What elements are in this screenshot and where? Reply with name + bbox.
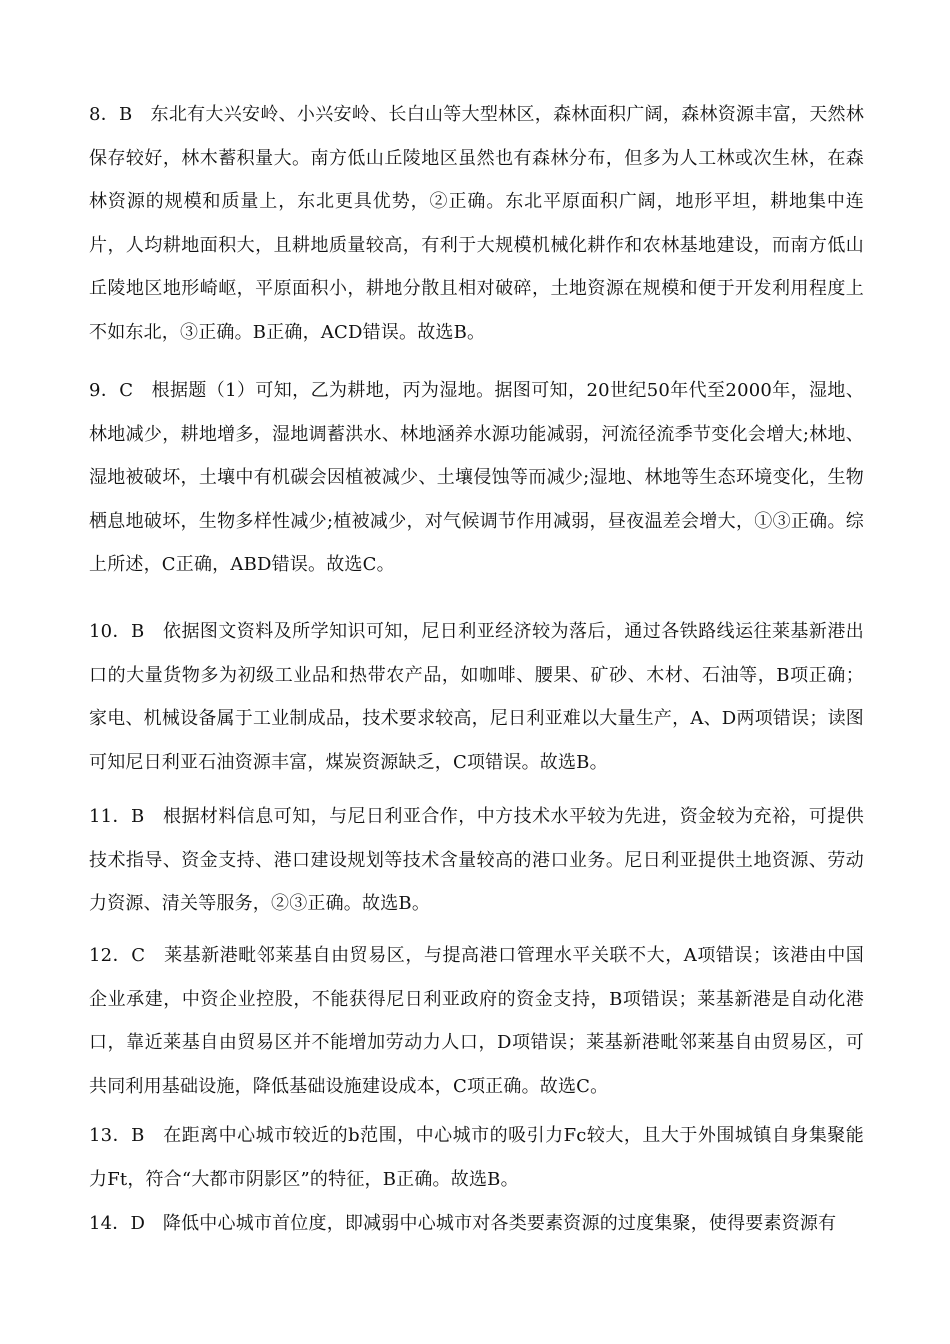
answer-13-text: 在距离中心城市较近的b范围，中心城市的吸引力Fc较大，且大于外围城镇自身集聚能力Ft，符合“大都市阴影区”的特征，B正确。故选B。 xyxy=(89,1125,865,1190)
answer-13 xyxy=(89,1114,864,1201)
answer-8-text: 东北有大兴安岭、小兴安岭、长白山等大型林区，森林面积广阔，森林资源丰富，天然林保存较好，林木蓄积量大。南方低山丘陵地区虽然也有森林分布，但多为人工林或次生林，在森林资源的规模和质量上，东北更具优势，②正确。东北平原面积广阔，地形平坦，耕地集中连片，人均耕地面积大，且耕地质量较高，有利于大规模机械化耕作和农林基地建设，而南方低山丘陵地区地形崎岖，平原面积小，耕地分散且相对破碎，土地资源在规模和便于开发利用程度上不如东北，③正确。B正确，ACD错误。故选B。 xyxy=(89,104,865,343)
answer-9-label: 9．C xyxy=(89,380,134,401)
answer-14-label: 14．D xyxy=(89,1213,146,1234)
answer-14 xyxy=(89,1202,864,1246)
answer-12-text: 莱基新港毗邻莱基自由贸易区，与提高港口管理水平关联不大，A项错误；该港由中国企业承建，中资企业控股，不能获得尼日利亚政府的资金支持，B项错误；莱基新港是自动化港口，靠近莱基自由贸易区并不能增加劳动力人口，D项错误；莱基新港毗邻莱基自由贸易区，可共同利用基础设施，降低基础设施建设成本，C项正确。故选C。 xyxy=(89,945,864,1097)
answer-10 xyxy=(89,610,864,784)
answer-12 xyxy=(89,934,864,1108)
answer-8 xyxy=(89,93,864,355)
answer-11-text: 根据材料信息可知，与尼日利亚合作，中方技术水平较为先进，资金较为充裕，可提供技术指导、资金支持、港口建设规划等技术含量较高的港口业务。尼日利亚提供土地资源、劳动力资源、清关等服务，②③正确。故选B。 xyxy=(89,806,864,915)
answer-9 xyxy=(89,369,864,587)
answer-9-text: 根据题（1）可知，乙为耕地，丙为湿地。据图可知，20世纪50年代至2000年，湿地、林地减少，耕地增多，湿地调蓄洪水、林地涵养水源功能减弱，河流径流季节变化会增大;林地、湿地被破坏，土壤中有机碳会因植被减少、土壤侵蚀等而减少;湿地、林地等生态环境变化，生物栖息地破坏，生物多样性减少;植被减少，对气候调节作用减弱，昼夜温差会增大，①③正确。综上所述，C正确，ABD错误。故选C。 xyxy=(89,380,865,576)
answer-11 xyxy=(89,795,864,926)
answer-12-label: 12．C xyxy=(89,945,146,966)
answer-13-label: 13．B xyxy=(89,1125,145,1146)
answer-8-label: 8．B xyxy=(89,104,133,125)
answer-10-label: 10．B xyxy=(89,621,145,642)
answer-11-label: 11．B xyxy=(89,806,145,827)
answer-14-text: 降低中心城市首位度，即减弱中心城市对各类要素资源的过度集聚，使得要素资源有 xyxy=(162,1213,837,1234)
answer-10-text: 依据图文资料及所学知识可知，尼日利亚经济较为落后，通过各铁路线运往莱基新港出口的大量货物多为初级工业品和热带农产品，如咖啡、腰果、矿砂、木材、石油等，B项正确；家电、机械设备属于工业制成品，技术要求较高，尼日利亚难以大量生产，A、D两项错误；读图可知尼日利亚石油资源丰富，煤炭资源缺乏，C项错误。故选B。 xyxy=(89,621,864,773)
